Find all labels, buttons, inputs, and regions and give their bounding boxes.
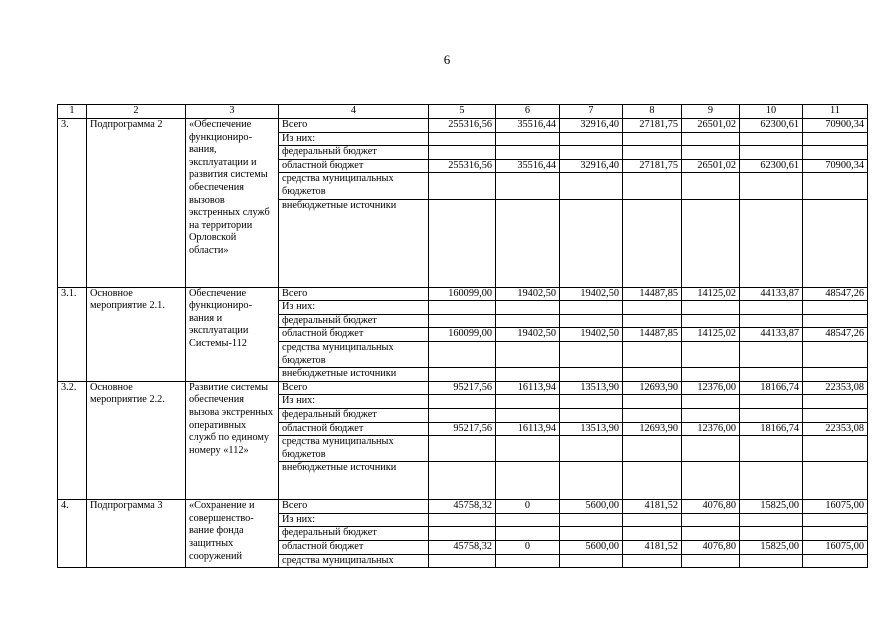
- amount-cell: [803, 513, 868, 527]
- amount-cell: [740, 314, 803, 328]
- amount-cell: [682, 462, 740, 500]
- amount-cell: [623, 395, 682, 409]
- funding-source-cell: областной бюджет: [279, 159, 429, 173]
- amount-cell: 48547,26: [803, 328, 868, 342]
- header-cell: 1: [58, 105, 87, 119]
- funding-source-cell: Всего: [279, 119, 429, 133]
- amount-cell: 18166,74: [740, 381, 803, 395]
- amount-cell: 12376,00: [682, 381, 740, 395]
- row-number-cell: 3.2.: [58, 381, 87, 500]
- amount-cell: [623, 436, 682, 462]
- amount-cell: 27181,75: [623, 159, 682, 173]
- header-cell: 11: [803, 105, 868, 119]
- amount-cell: [623, 462, 682, 500]
- amount-cell: [560, 314, 623, 328]
- amount-cell: 70900,34: [803, 119, 868, 133]
- amount-cell: [560, 436, 623, 462]
- header-cell: 5: [429, 105, 496, 119]
- amount-cell: [623, 554, 682, 568]
- amount-cell: 13513,90: [560, 381, 623, 395]
- funding-source-cell: внебюджетные источники: [279, 368, 429, 382]
- funding-source-cell: средства муниципальных бюджетов: [279, 436, 429, 462]
- program-name-cell: Подпрограмма 3: [87, 500, 186, 568]
- amount-cell: [623, 301, 682, 315]
- amount-cell: 0: [496, 500, 560, 514]
- amount-cell: 18166,74: [740, 422, 803, 436]
- amount-cell: [803, 462, 868, 500]
- amount-cell: 12693,90: [623, 381, 682, 395]
- amount-cell: 12693,90: [623, 422, 682, 436]
- amount-cell: 35516,44: [496, 119, 560, 133]
- table-row: [58, 119, 868, 133]
- amount-cell: [429, 527, 496, 541]
- amount-cell: 95217,56: [429, 381, 496, 395]
- amount-cell: [803, 314, 868, 328]
- amount-cell: [623, 199, 682, 287]
- amount-cell: 95217,56: [429, 422, 496, 436]
- amount-cell: [803, 173, 868, 199]
- amount-cell: [429, 395, 496, 409]
- header-row: [58, 105, 868, 119]
- amount-cell: [623, 513, 682, 527]
- amount-cell: 15825,00: [740, 541, 803, 555]
- amount-cell: [740, 146, 803, 160]
- amount-cell: [740, 173, 803, 199]
- amount-cell: 12376,00: [682, 422, 740, 436]
- amount-cell: [429, 554, 496, 568]
- amount-cell: [682, 301, 740, 315]
- amount-cell: [560, 554, 623, 568]
- amount-cell: 26501,02: [682, 159, 740, 173]
- amount-cell: [682, 146, 740, 160]
- amount-cell: [623, 173, 682, 199]
- funding-source-cell: внебюджетные источники: [279, 462, 429, 500]
- amount-cell: [429, 436, 496, 462]
- funding-source-cell: средства муниципальных бюджетов: [279, 173, 429, 199]
- amount-cell: [803, 341, 868, 367]
- amount-cell: 255316,56: [429, 159, 496, 173]
- amount-cell: [429, 408, 496, 422]
- amount-cell: [560, 368, 623, 382]
- amount-cell: 160099,00: [429, 328, 496, 342]
- table-row: [58, 500, 868, 514]
- amount-cell: [682, 341, 740, 367]
- table-row: [58, 381, 868, 395]
- amount-cell: 160099,00: [429, 287, 496, 301]
- amount-cell: [429, 132, 496, 146]
- amount-cell: [740, 301, 803, 315]
- amount-cell: [429, 173, 496, 199]
- amount-cell: [803, 199, 868, 287]
- amount-cell: [560, 146, 623, 160]
- amount-cell: [623, 368, 682, 382]
- table-row: [58, 287, 868, 301]
- page-number: 6: [443, 52, 451, 67]
- amount-cell: [740, 132, 803, 146]
- amount-cell: 32916,40: [560, 159, 623, 173]
- amount-cell: 35516,44: [496, 159, 560, 173]
- amount-cell: [682, 199, 740, 287]
- amount-cell: [803, 395, 868, 409]
- amount-cell: [496, 301, 560, 315]
- amount-cell: 44133,87: [740, 328, 803, 342]
- amount-cell: 5600,00: [560, 541, 623, 555]
- funding-source-cell: областной бюджет: [279, 328, 429, 342]
- funding-source-cell: областной бюджет: [279, 541, 429, 555]
- funding-source-cell: областной бюджет: [279, 422, 429, 436]
- amount-cell: [740, 395, 803, 409]
- funding-source-cell: Всего: [279, 500, 429, 514]
- amount-cell: [682, 436, 740, 462]
- amount-cell: [560, 462, 623, 500]
- header-cell: 6: [496, 105, 560, 119]
- amount-cell: [740, 527, 803, 541]
- amount-cell: 26501,02: [682, 119, 740, 133]
- amount-cell: [429, 513, 496, 527]
- amount-cell: [740, 199, 803, 287]
- amount-cell: 70900,34: [803, 159, 868, 173]
- row-number-cell: 3.1.: [58, 287, 87, 381]
- amount-cell: 16113,94: [496, 422, 560, 436]
- amount-cell: [496, 132, 560, 146]
- amount-cell: 19402,50: [496, 328, 560, 342]
- amount-cell: [623, 314, 682, 328]
- amount-cell: [496, 462, 560, 500]
- amount-cell: [560, 199, 623, 287]
- amount-cell: [429, 301, 496, 315]
- amount-cell: [803, 301, 868, 315]
- amount-cell: 45758,32: [429, 500, 496, 514]
- funding-source-cell: Из них:: [279, 395, 429, 409]
- amount-cell: 48547,26: [803, 287, 868, 301]
- amount-cell: 22353,08: [803, 422, 868, 436]
- funding-source-cell: внебюджетные источники: [279, 199, 429, 287]
- amount-cell: 27181,75: [623, 119, 682, 133]
- header-cell: 2: [87, 105, 186, 119]
- amount-cell: [496, 408, 560, 422]
- amount-cell: 19402,50: [560, 328, 623, 342]
- amount-cell: [803, 527, 868, 541]
- program-name-cell: Основное мероприятие 2.1.: [87, 287, 186, 381]
- amount-cell: 13513,90: [560, 422, 623, 436]
- funding-source-cell: Из них:: [279, 513, 429, 527]
- header-cell: 3: [186, 105, 279, 119]
- amount-cell: [682, 395, 740, 409]
- amount-cell: [803, 436, 868, 462]
- amount-cell: [623, 527, 682, 541]
- funding-source-cell: федеральный бюджет: [279, 146, 429, 160]
- amount-cell: [623, 408, 682, 422]
- amount-cell: [496, 173, 560, 199]
- amount-cell: [560, 527, 623, 541]
- funding-source-cell: федеральный бюджет: [279, 408, 429, 422]
- amount-cell: [682, 408, 740, 422]
- amount-cell: 62300,61: [740, 119, 803, 133]
- program-name-cell: Основное мероприятие 2.2.: [87, 381, 186, 500]
- funding-source-cell: средства муниципальных бюджетов: [279, 341, 429, 367]
- amount-cell: 4181,52: [623, 541, 682, 555]
- amount-cell: [740, 554, 803, 568]
- amount-cell: [803, 554, 868, 568]
- amount-cell: 14125,02: [682, 287, 740, 301]
- amount-cell: [429, 462, 496, 500]
- amount-cell: [740, 341, 803, 367]
- amount-cell: [682, 554, 740, 568]
- amount-cell: 4076,80: [682, 500, 740, 514]
- amount-cell: [682, 314, 740, 328]
- amount-cell: 16075,00: [803, 500, 868, 514]
- amount-cell: [429, 314, 496, 328]
- amount-cell: [560, 301, 623, 315]
- amount-cell: 4076,80: [682, 541, 740, 555]
- amount-cell: [496, 436, 560, 462]
- amount-cell: [429, 368, 496, 382]
- amount-cell: [496, 368, 560, 382]
- amount-cell: [496, 395, 560, 409]
- funding-source-cell: средства муниципальных: [279, 554, 429, 568]
- header-cell: 7: [560, 105, 623, 119]
- amount-cell: 19402,50: [496, 287, 560, 301]
- program-description-cell: Обеспечение функциониро-вания и эксплуатации Системы-112: [186, 287, 279, 381]
- program-description-cell: «Обеспечение функциониро-вания, эксплуатации и развития системы обеспечения вызовов экстренных служб на территории Орловской области»: [186, 119, 279, 288]
- amount-cell: [496, 554, 560, 568]
- amount-cell: [682, 132, 740, 146]
- amount-cell: [682, 173, 740, 199]
- amount-cell: [496, 341, 560, 367]
- table-body: [58, 119, 868, 568]
- amount-cell: 32916,40: [560, 119, 623, 133]
- funding-source-cell: Из них:: [279, 132, 429, 146]
- amount-cell: [803, 368, 868, 382]
- amount-cell: 62300,61: [740, 159, 803, 173]
- amount-cell: [429, 341, 496, 367]
- amount-cell: [560, 132, 623, 146]
- amount-cell: [496, 314, 560, 328]
- amount-cell: [682, 368, 740, 382]
- amount-cell: 22353,08: [803, 381, 868, 395]
- amount-cell: [623, 146, 682, 160]
- funding-source-cell: федеральный бюджет: [279, 527, 429, 541]
- amount-cell: [429, 199, 496, 287]
- funding-source-cell: Из них:: [279, 301, 429, 315]
- header-cell: 9: [682, 105, 740, 119]
- funding-source-cell: Всего: [279, 381, 429, 395]
- amount-cell: [560, 395, 623, 409]
- row-number-cell: 3.: [58, 119, 87, 288]
- amount-cell: [496, 527, 560, 541]
- amount-cell: [623, 341, 682, 367]
- amount-cell: [496, 146, 560, 160]
- header-cell: 8: [623, 105, 682, 119]
- amount-cell: [496, 199, 560, 287]
- amount-cell: 19402,50: [560, 287, 623, 301]
- amount-cell: 16113,94: [496, 381, 560, 395]
- amount-cell: [560, 173, 623, 199]
- funding-source-cell: Всего: [279, 287, 429, 301]
- amount-cell: [803, 408, 868, 422]
- amount-cell: 14125,02: [682, 328, 740, 342]
- amount-cell: [496, 513, 560, 527]
- amount-cell: 14487,85: [623, 328, 682, 342]
- budget-table: [57, 104, 868, 568]
- amount-cell: [803, 132, 868, 146]
- amount-cell: [560, 408, 623, 422]
- amount-cell: 14487,85: [623, 287, 682, 301]
- header-cell: 4: [279, 105, 429, 119]
- program-description-cell: Развитие системы обеспечения вызова экстренных оперативных служб по единому номеру «112»: [186, 381, 279, 500]
- amount-cell: 45758,32: [429, 541, 496, 555]
- amount-cell: [429, 146, 496, 160]
- amount-cell: [682, 527, 740, 541]
- amount-cell: [740, 462, 803, 500]
- amount-cell: [560, 513, 623, 527]
- amount-cell: 16075,00: [803, 541, 868, 555]
- amount-cell: [803, 146, 868, 160]
- amount-cell: 5600,00: [560, 500, 623, 514]
- amount-cell: [740, 436, 803, 462]
- amount-cell: 4181,52: [623, 500, 682, 514]
- amount-cell: [740, 513, 803, 527]
- amount-cell: 15825,00: [740, 500, 803, 514]
- amount-cell: 255316,56: [429, 119, 496, 133]
- header-cell: 10: [740, 105, 803, 119]
- amount-cell: [740, 368, 803, 382]
- funding-source-cell: федеральный бюджет: [279, 314, 429, 328]
- amount-cell: 44133,87: [740, 287, 803, 301]
- program-name-cell: Подпрограмма 2: [87, 119, 186, 288]
- amount-cell: [740, 408, 803, 422]
- amount-cell: [560, 341, 623, 367]
- row-number-cell: 4.: [58, 500, 87, 568]
- program-description-cell: «Сохранение и совершенство-вание фонда защитных сооружений: [186, 500, 279, 568]
- amount-cell: [682, 513, 740, 527]
- amount-cell: 0: [496, 541, 560, 555]
- amount-cell: [623, 132, 682, 146]
